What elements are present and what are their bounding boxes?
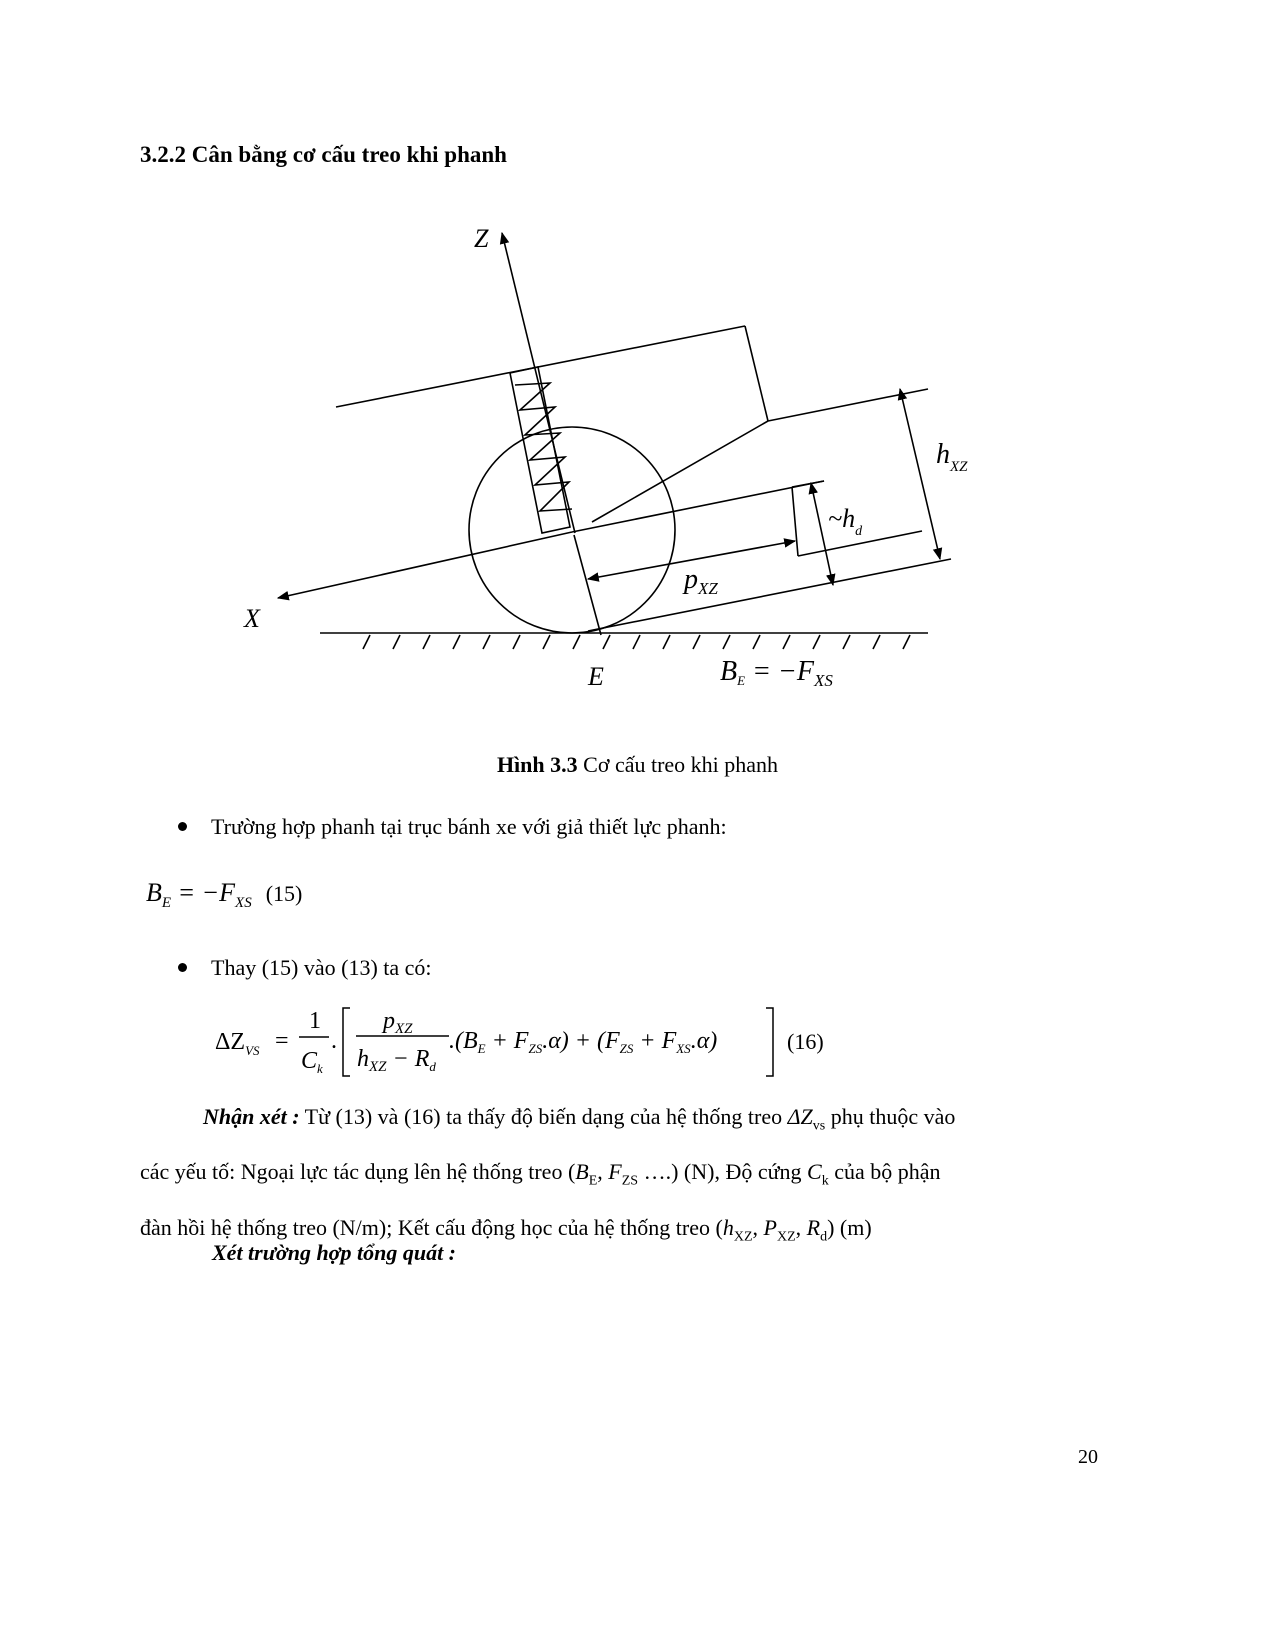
body-top-line	[336, 326, 745, 407]
x-label: X	[244, 604, 260, 633]
svg-text:hXZ − Rd: $h_{XZ} - R_d$	[357, 1046, 436, 1075]
svg-text:.(BE + FZS.α) + (FZS + FXS.α): $.(B_E + F_{ZS}.\alpha) + (F_{ZS} + F_{XS}.\alpha)$	[449, 1028, 718, 1056]
pxz-label: $p_{XZ}$	[684, 564, 718, 598]
svg-text:.: .	[331, 1028, 337, 1054]
svg-text:ΔZVS: $\Delta Z_{VS}$	[215, 1029, 260, 1058]
caption-number: Hình 3.3	[496, 752, 578, 777]
z-label: Z	[474, 224, 489, 253]
hd-dimension	[811, 483, 833, 585]
e-label: E	[588, 662, 604, 691]
bullet-item	[178, 955, 432, 981]
suspension-braking-figure	[220, 215, 990, 705]
svg-text:Ck: $C_k$	[301, 1048, 323, 1076]
bullet-text: Thay (15) vào (13) ta có:	[211, 955, 432, 980]
wheel	[469, 427, 675, 633]
brake-force-label: BE = $-F_{XS}$	[720, 656, 833, 690]
figure-caption	[0, 752, 1275, 778]
general-case-subheading: Xét trường hợp tổng quát :	[212, 1240, 457, 1265]
section-heading: 3.2.2 Cân bằng cơ cấu treo khi phanh	[140, 142, 507, 167]
svg-text:=: =	[275, 1028, 289, 1054]
bullet-dot-icon	[178, 963, 187, 972]
svg-text:pXZ: $p_{XZ}$	[383, 1008, 413, 1037]
bullet-dot-icon	[178, 822, 187, 831]
page-number: 20	[1078, 1446, 1098, 1468]
x-axis	[278, 532, 572, 598]
remark-paragraph: Nhận xét : Từ (13) và (16) ta thấy độ biến dạng của hệ thống treo $\Delta Z_{vs}$ phụ thuộc vào các yếu tố: Ngoại lực tác dụng lên hệ thống treo ($B_E$, $F_{ZS}$ ….) (N), Độ cứng $C_k$ của bộ phận đàn hồi hệ thống treo (N/m); Kết cấu động học của hệ thống treo ($h_{XZ}$, $P_{XZ}$, $R_d$) (m)	[140, 1104, 956, 1245]
z-axis	[502, 233, 575, 533]
bullet-text: Trường hợp phanh tại trục bánh xe với giả thiết lực phanh:	[211, 814, 727, 839]
equation-15: $B_E = -F_{XS}$ (15)	[146, 878, 303, 912]
suspension-arm	[572, 481, 824, 532]
svg-text:(16): (16)	[787, 1029, 824, 1054]
equation-16	[213, 1000, 853, 1085]
caption-text: Cơ cấu treo khi phanh	[577, 752, 779, 777]
hd-label: $\sim h_d$	[828, 504, 863, 539]
hxz-label: $h_{XZ}$	[936, 439, 968, 475]
ground-hatching	[363, 635, 910, 649]
equation-number: (15)	[265, 881, 303, 906]
svg-text:1: 1	[309, 1008, 321, 1034]
bullet-item	[178, 814, 727, 840]
